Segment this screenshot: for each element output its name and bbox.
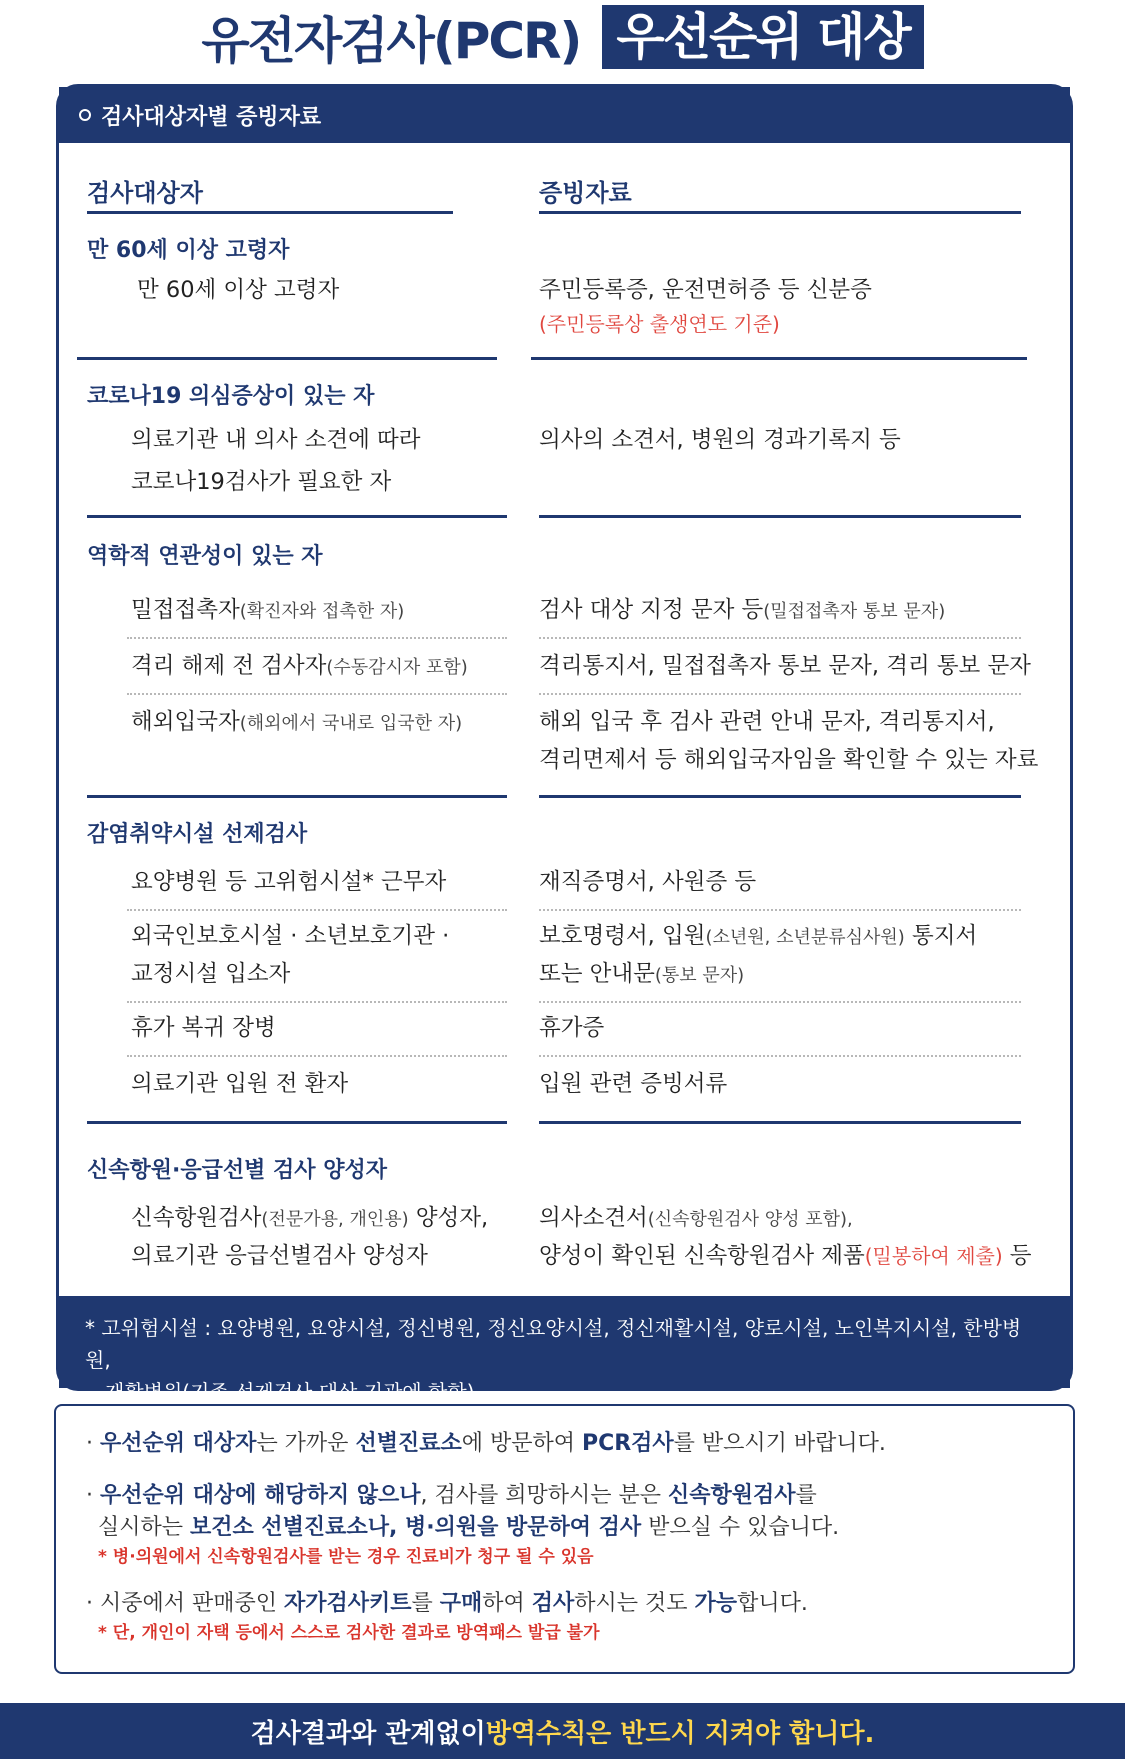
notice-emphasis: 보건소 선별진료소나, 병·의원을 방문하여 검사	[190, 1515, 642, 1540]
title-highlight: 우선순위 대상	[602, 5, 923, 69]
evidence-sealed-note: (밀봉하여 제출)	[864, 1244, 1003, 1268]
target-elderly: 만 60세 이상 고령자	[137, 277, 340, 303]
notice-emphasis: 구매	[439, 1591, 483, 1616]
notice-emphasis: PCR검사	[581, 1431, 674, 1456]
notice-text: 는 가까운	[256, 1431, 356, 1456]
row-divider	[539, 1055, 1021, 1057]
notice-text: 를 받으시기 바랍니다.	[673, 1431, 886, 1456]
section-divider	[87, 1121, 507, 1124]
target-symptomatic-line1: 의료기관 내 의사 소견에 따라	[131, 427, 421, 453]
notice-text: 실시하는	[98, 1515, 191, 1540]
evidence-protection-order-line1	[539, 917, 977, 957]
evidence-rapid-line1	[539, 1199, 853, 1239]
section-divider	[539, 515, 1021, 518]
notice-pass-warning: * 단, 개인이 자택 등에서 스스로 검사한 결과로 방역패스 발급 불가	[98, 1623, 600, 1643]
high-risk-facility-footnote	[59, 1296, 1070, 1404]
evidence-doctor-opinion-note: (신속항원검사 양성 포함),	[647, 1209, 853, 1230]
category-elderly: 만 60세 이상 고령자	[87, 238, 290, 263]
category-epidemiological: 역학적 연관성이 있는 자	[87, 544, 323, 569]
evidence-protection-order-suffix: 통지서	[904, 923, 978, 949]
evidence-protection-order-line2	[539, 955, 744, 995]
category-rapid-test-positive: 신속항원·응급선별 검사 양성자	[87, 1158, 387, 1183]
notice-text: · 시중에서 판매중인	[86, 1591, 284, 1616]
notice-text: 하여	[482, 1591, 532, 1616]
notice-emphasis: 신속항원검사	[668, 1483, 796, 1508]
evidence-designation-note: (밀접접촉자 통보 문자)	[763, 601, 946, 622]
notice-emphasis: 자가검사키트	[284, 1591, 412, 1616]
evidence-designation-label: 검사 대상 지정 문자 등	[539, 597, 764, 623]
section-divider	[531, 357, 1027, 360]
section-divider	[87, 795, 507, 798]
evidence-id-card: 주민등록증, 운전면허증 등 신분증	[539, 277, 872, 303]
target-overseas-label: 해외입국자	[131, 709, 240, 735]
category-vulnerable-facility: 감염취약시설 선제검사	[87, 822, 308, 847]
bottom-banner	[0, 1703, 1125, 1759]
bullet-circle-icon	[79, 109, 91, 121]
target-rapid-positive-line1	[131, 1199, 488, 1239]
target-rapid-suffix: 양성자,	[408, 1205, 489, 1231]
notice-box	[54, 1404, 1075, 1674]
evidence-overseas-line1: 해외 입국 후 검사 관련 안내 문자, 격리통지서,	[539, 709, 995, 735]
evidence-leave-cert: 휴가증	[539, 1015, 605, 1041]
category-symptomatic: 코로나19 의심증상이 있는 자	[87, 384, 375, 409]
target-close-contact-note: (확진자와 접촉한 자)	[239, 601, 405, 622]
notice-fee-warning: * 병·의원에서 신속항원검사를 받는 경우 진료비가 청구 될 수 있음	[98, 1547, 594, 1567]
notice-text: 를	[411, 1591, 440, 1616]
evidence-admission-docs: 입원 관련 증빙서류	[539, 1071, 728, 1097]
notice-text: ·	[86, 1483, 100, 1508]
notice-text: , 검사를 희망하시는 분은	[420, 1483, 669, 1508]
header-divider-right	[539, 211, 1021, 214]
card-header	[59, 87, 1070, 143]
evidence-overseas-line2: 격리면제서 등 해외입국자임을 확인할 수 있는 자료	[539, 747, 1039, 773]
evidence-id-note: (주민등록상 출생연도 기준)	[539, 312, 780, 336]
row-divider	[127, 909, 507, 911]
target-facility-inmate-line2: 교정시설 입소자	[131, 961, 291, 987]
evidence-protection-order-label: 보호명령서, 입원	[539, 923, 706, 949]
footnote-line1: * 고위험시설 : 요양병원, 요양시설, 정신병원, 정신요양시설, 정신재활시설, 양로시설, 노인복지시설, 한방병원,	[85, 1316, 1022, 1372]
header-divider-left	[87, 211, 453, 214]
notice-text: 에 방문하여	[461, 1431, 582, 1456]
target-close-contact-label: 밀접접촉자	[131, 597, 240, 623]
target-overseas-note: (해외에서 국내로 입국한 자)	[239, 713, 463, 734]
evidence-test-kit-suffix: 등	[1002, 1243, 1032, 1269]
evidence-protection-order-note: (소년원, 소년분류심사원)	[705, 927, 905, 948]
row-divider	[127, 1055, 507, 1057]
target-pre-release-label: 격리 해제 전 검사자	[131, 653, 327, 679]
evidence-guide-note: (통보 문자)	[654, 965, 745, 986]
evidence-doctor-opinion: 의사소견서	[539, 1205, 648, 1231]
notice-emphasis: 우선순위 대상에 해당하지 않으나	[100, 1483, 421, 1508]
bottom-banner-text: 검사결과와 관계없이	[250, 1718, 486, 1749]
row-divider	[127, 637, 507, 639]
notice-rapid-test	[86, 1480, 1043, 1544]
section-divider	[539, 795, 1021, 798]
bottom-banner-emphasis: 방역수칙은 반드시 지켜야 합니다.	[485, 1718, 875, 1749]
target-rapid-positive-line2: 의료기관 응급선별검사 양성자	[131, 1243, 428, 1269]
notice-text: 받으실 수 있습니다.	[641, 1515, 840, 1540]
target-pre-release	[131, 647, 468, 687]
notice-emphasis: 우선순위 대상자	[100, 1431, 257, 1456]
column-header-target: 검사대상자	[87, 179, 203, 207]
notice-text: 를	[795, 1483, 817, 1508]
evidence-card	[56, 84, 1073, 1404]
target-symptomatic-line2: 코로나19검사가 필요한 자	[131, 469, 392, 495]
target-returning-soldier: 휴가 복귀 장병	[131, 1015, 276, 1041]
section-divider	[77, 357, 497, 360]
target-rapid-note: (전문가용, 개인용)	[261, 1209, 409, 1230]
page-title	[0, 0, 1125, 74]
card-header-title: 검사대상자별 증빙자료	[101, 104, 322, 130]
evidence-employment-cert: 재직증명서, 사원증 등	[539, 869, 757, 895]
notice-emphasis: 검사	[531, 1591, 575, 1616]
notice-self-test	[86, 1588, 1043, 1620]
target-pre-release-note: (수동감시자 포함)	[326, 657, 468, 678]
notice-emphasis: 가능	[694, 1591, 738, 1616]
title-main: 유전자검사(PCR)	[201, 12, 581, 70]
target-close-contact	[131, 591, 404, 631]
row-divider	[539, 1001, 1021, 1003]
notice-emphasis: 선별진료소	[355, 1431, 462, 1456]
evidence-isolation-notice: 격리통지서, 밀접접촉자 통보 문자, 격리 통보 문자	[539, 653, 1031, 679]
notice-text: ·	[86, 1431, 100, 1456]
notice-text: 합니다.	[737, 1591, 808, 1616]
target-rapid-label: 신속항원검사	[131, 1205, 262, 1231]
evidence-doctor-note: 의사의 소견서, 병원의 경과기록지 등	[539, 427, 901, 453]
column-header-evidence: 증빙자료	[539, 179, 632, 207]
target-facility-inmate-line1: 외국인보호시설 · 소년보호기관 ·	[131, 923, 450, 949]
row-divider	[127, 693, 507, 695]
notice-text: 하시는 것도	[574, 1591, 695, 1616]
evidence-guide-label: 또는 안내문	[539, 961, 655, 987]
evidence-rapid-line2	[539, 1237, 1032, 1275]
evidence-designation-message	[539, 591, 945, 631]
target-high-risk-worker: 요양병원 등 고위험시설* 근무자	[131, 869, 447, 895]
row-divider	[539, 637, 1021, 639]
section-divider	[539, 1121, 1021, 1124]
target-overseas-arrival	[131, 703, 462, 743]
evidence-test-kit: 양성이 확인된 신속항원검사 제품	[539, 1243, 865, 1269]
row-divider	[127, 1001, 507, 1003]
row-divider	[539, 693, 1021, 695]
notice-priority	[86, 1428, 1043, 1460]
footnote-line2: 재활병원(기존 선제검사 대상 기관에 한함)	[105, 1380, 475, 1404]
target-pre-admission-patient: 의료기관 입원 전 환자	[131, 1071, 349, 1097]
row-divider	[539, 909, 1021, 911]
section-divider	[87, 515, 507, 518]
